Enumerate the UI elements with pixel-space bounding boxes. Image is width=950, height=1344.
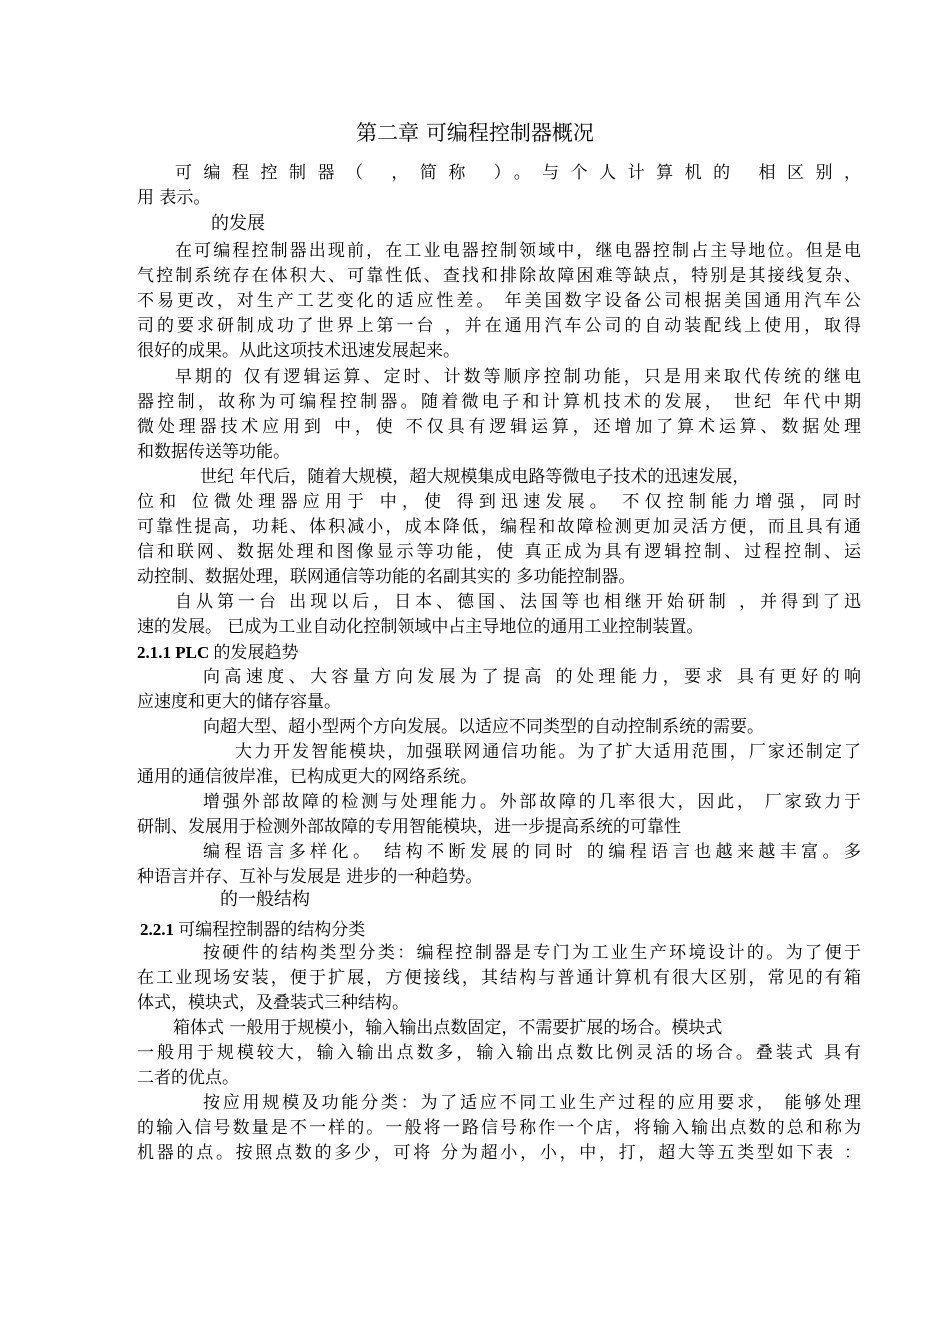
- body-line: 可靠性提高，功耗、体积减小，成本降低，编程和故障检测更加灵活方便，而且具有通: [137, 517, 861, 537]
- body-line: 机器的点。按照点数的多少，可将 分为超小，小，中，打，超大等五类型如下表 ：: [137, 1143, 861, 1163]
- body-line: 微处理器技术应用到 中，使 不仅具有逻辑运算，还增加了算术运算、数据处理: [137, 417, 861, 437]
- body-line: 位和 位微处理器应用于 中，使 得到迅速发展。 不仅控制能力增强，同时: [137, 492, 861, 512]
- body-line: 体式，模块式，及叠装式三种结构。: [137, 993, 409, 1013]
- body-line: 研制、发展用于检测外部故障的专用智能模块，进一步提高系统的可靠性: [137, 817, 681, 837]
- body-line: 一般用于规模较大，输入输出点数多，输入输出点数比例灵活的场合。叠装式 具有: [137, 1043, 861, 1063]
- body-line: 在可编程控制器出现前，在工业电器控制领域中，继电器控制占主导地位。但是电: [175, 241, 861, 261]
- section-number: 2.2.1: [140, 920, 174, 939]
- body-line: 大力开发智能模块，加强联网通信功能。为了扩大适用范围，厂家还制定了: [235, 742, 861, 762]
- body-line: 按应用规模及功能分类：为了适应不同工业生产过程的应用要求， 能够处理: [203, 1093, 861, 1113]
- body-line: 箱体式 一般用于规模小，输入输出点数固定，不需要扩展的场合。模块式: [173, 1018, 723, 1038]
- body-line: 的输入信号数量是不一样的。一般将一路信号称作一个店，将输入输出点数的总和称为: [137, 1118, 861, 1138]
- section-heading: [140, 917, 861, 942]
- body-line: 早期的 仅有逻辑运算、定时、计数等顺序控制功能，只是用来取代传统的继电: [175, 367, 861, 387]
- body-line: 不易更改，对生产工艺变化的适应性差。 年美国数字设备公司根据美国通用汽车公: [137, 291, 861, 311]
- body-line: 二者的优点。: [137, 1068, 239, 1088]
- body-line: 向超大型、超小型两个方向发展。以适应不同类型的自动控制系统的需要。: [203, 717, 764, 737]
- body-line: 很好的成果。从此这项技术迅速发展起来。: [137, 341, 460, 361]
- section-heading: [137, 640, 861, 665]
- body-line: 动控制、数据处理，联网通信等功能的名副其实的 多功能控制器。: [137, 567, 636, 587]
- section-heading: 的一般结构: [220, 889, 310, 910]
- section-title: 的发展趋势: [209, 643, 299, 662]
- body-line: 自从第一台 出现以后，日本、德国、法国等也相继开始研制 ，并得到了迅: [175, 592, 861, 612]
- body-line: 信和联网、数据处理和图像显示等功能，使 真正成为具有逻辑控制、过程控制、运: [137, 542, 861, 562]
- body-line: 种语言并存、互补与发展是 进步的一种趋势。: [137, 867, 483, 887]
- body-line: 世纪 年代后，随着大规模，超大规模集成电路等微电子技术的迅速发展，: [200, 467, 750, 487]
- body-line: 通用的通信彼岸准，已构成更大的网络系统。: [137, 767, 477, 787]
- body-line: 在工业现场安装，便于扩展，方便接线，其结构与普通计算机有很大区别，常见的有箱: [137, 968, 861, 988]
- body-line: 应速度和更大的储存容量。: [137, 692, 341, 712]
- body-line: 司的要求研制成功了世界上第一台 ，并在通用汽车公司的自动装配线上使用，取得: [137, 316, 861, 336]
- body-line: 和数据传送等功能。: [137, 442, 290, 462]
- body-line: 用 表示。: [137, 188, 211, 208]
- body-line: 编程语言多样化。 结构不断发展的同时 的编程语言也越来越丰富。多: [203, 842, 861, 862]
- body-line: 向高速度、大容量方向发展为了提高 的处理能力，要求 具有更好的响: [203, 667, 861, 687]
- body-line: 按硬件的结构类型分类：编程控制器是专门为工业生产环境设计的。为了便于: [203, 943, 861, 963]
- body-line: 可编程控制器（ ，简称 ）。与个人计算机的 相区别，: [175, 163, 861, 183]
- body-line: 器控制，故称为可编程控制器。随着微电子和计算机技术的发展， 世纪 年代中期: [137, 392, 861, 412]
- body-line: 气控制系统存在体积大、可靠性低、查找和排除故障困难等缺点，特别是其接线复杂、: [137, 266, 861, 286]
- section-title: 可编程控制器的结构分类: [174, 920, 366, 939]
- body-line: 速的发展。 已成为工业自动化控制领域中占主导地位的通用工业控制装置。: [137, 617, 704, 637]
- section-heading: 的发展: [211, 213, 265, 234]
- section-number: 2.1.1 PLC: [137, 643, 210, 662]
- body-line: 增强外部故障的检测与处理能力。外部故障的几率很大，因此， 厂家致力于: [203, 792, 861, 812]
- chapter-title: 第二章 可编程控制器概况: [356, 121, 594, 145]
